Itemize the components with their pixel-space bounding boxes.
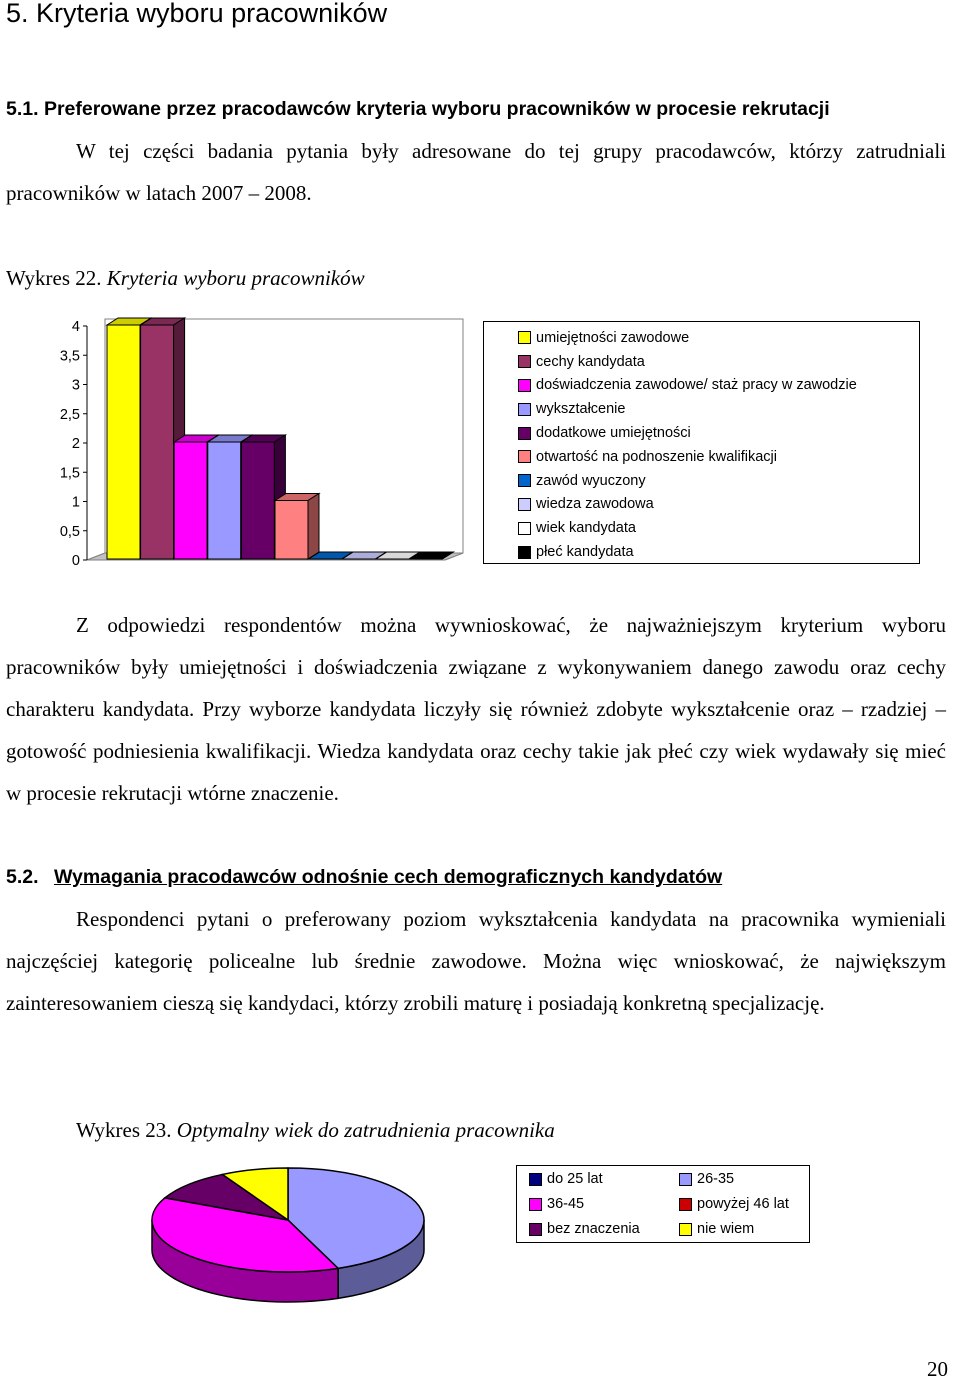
figure-23-caption	[76, 1118, 555, 1143]
y-tick-label: 1	[71, 494, 80, 511]
page-number: 20	[927, 1357, 948, 1381]
legend-item	[679, 1167, 819, 1192]
section-1-intro: W tej części badania pytania były adresowane do tej grupy pracodawców, którzy zatrudniali pracowników w latach 2007 – 2008.	[6, 139, 946, 205]
legend-swatch	[529, 1173, 542, 1186]
legend-item	[518, 397, 919, 421]
legend-item	[518, 493, 919, 517]
legend-item	[679, 1217, 819, 1242]
y-tick-label: 2,5	[59, 406, 80, 423]
legend-label: bez znaczenia	[547, 1221, 640, 1238]
y-tick-label: 4	[71, 319, 80, 335]
paragraph-1: Z odpowiedzi respondentów można wywnioskować, że najważniejszym kryterium wyboru pracowników były umiejętności i doświadczenia związane z wykonywaniem danego zawodu oraz cechy charakteru kandydata. Przy wyborze kandydata liczyły się również zdobyte wykształcenie oraz – rzadziej – gotowość podniesienia kwalifikacji. Wiedza kandydata oraz cechy takie jak płeć czy wiek wydawały się mieć w procesie rekrutacji wtórne znaczenie.	[6, 613, 946, 805]
legend-label: wiedza zawodowa	[536, 496, 654, 513]
section-2-heading: Wymagania pracodawców odnośnie cech demograficznych kandydatów	[53, 866, 723, 888]
legend-swatch	[529, 1223, 542, 1236]
legend-label: otwartość na podnoszenie kwalifikacji	[536, 448, 777, 465]
legend-label: wykształcenie	[536, 401, 626, 418]
legend-swatch	[518, 522, 531, 535]
legend-swatch	[518, 355, 531, 368]
section-2-number: 5.2.	[6, 866, 39, 888]
legend-label: dodatkowe umiejętności	[536, 425, 691, 442]
legend-swatch	[529, 1198, 542, 1211]
y-tick-label: 3,5	[59, 348, 80, 365]
legend-swatch	[518, 474, 531, 487]
legend-label: doświadczenia zawodowe/ staż pracy w zawodzie	[536, 377, 857, 394]
paragraph-2: Respondenci pytani o preferowany poziom wykształcenia kandydata na pracownika wymieniali najczęściej kategorię policealne lub średnie zawodowe. Można więc wnioskować, że największym zainteresowaniem cieszą się kandydaci, którzy zrobili maturę i posiadają konkretną specjalizację.	[6, 907, 946, 1015]
legend-item	[518, 350, 919, 374]
pie-chart-slices	[152, 1168, 424, 1302]
y-tick-label: 1,5	[59, 465, 80, 482]
legend-swatch	[518, 546, 531, 559]
section-2-title	[6, 866, 722, 889]
legend-label: zawód wyuczony	[536, 472, 646, 489]
bar	[275, 494, 319, 560]
legend-label: płeć kandydata	[536, 544, 634, 561]
legend-item	[518, 421, 919, 445]
legend-label: cechy kandydata	[536, 353, 645, 370]
legend-label: umiejętności zawodowe	[536, 329, 690, 346]
figure-22-caption-prefix: Wykres 22.	[6, 266, 102, 290]
legend-label: powyżej 46 lat	[697, 1196, 789, 1213]
legend-label: 36-45	[547, 1196, 585, 1213]
legend-swatch	[518, 331, 531, 344]
criteria-bar-chart	[40, 310, 520, 570]
y-tick-label: 2	[71, 436, 80, 452]
legend-swatch	[518, 403, 531, 416]
section-1-title: 5.1. Preferowane przez pracodawców kryteria wyboru pracowników w procesie rekrutacji	[6, 98, 830, 120]
legend-item	[518, 469, 919, 493]
legend-item	[518, 326, 919, 350]
legend-item	[518, 540, 919, 564]
age-pie-chart	[148, 1160, 498, 1310]
legend-label: nie wiem	[697, 1221, 755, 1238]
pie-chart-legend	[516, 1165, 810, 1243]
legend-swatch	[518, 450, 531, 463]
y-tick-label: 0	[71, 553, 80, 569]
figure-22-caption-title: Kryteria wyboru pracowników	[106, 266, 365, 290]
legend-label: wiek kandydata	[536, 520, 636, 537]
legend-item	[518, 445, 919, 469]
y-tick-label: 0,5	[59, 523, 80, 540]
bar-chart-legend	[483, 321, 920, 564]
legend-label: do 25 lat	[547, 1171, 603, 1188]
figure-22-caption	[6, 266, 365, 291]
legend-swatch	[679, 1198, 692, 1211]
legend-item	[529, 1217, 679, 1242]
legend-swatch	[679, 1173, 692, 1186]
figure-23-caption-prefix: Wykres 23.	[76, 1118, 172, 1142]
y-tick-label: 3	[71, 377, 80, 394]
legend-item	[679, 1192, 819, 1217]
legend-swatch	[518, 379, 531, 392]
legend-label: 26-35	[697, 1171, 735, 1188]
legend-swatch	[518, 427, 531, 440]
legend-swatch	[679, 1223, 692, 1236]
figure-23-caption-title: Optymalny wiek do zatrudnienia pracownika	[176, 1118, 555, 1142]
legend-item	[518, 374, 919, 398]
legend-item	[518, 516, 919, 540]
legend-swatch	[518, 498, 531, 511]
legend-item	[529, 1167, 679, 1192]
legend-item	[529, 1192, 679, 1217]
page-heading: 5. Kryteria wyboru pracowników	[6, 0, 388, 28]
